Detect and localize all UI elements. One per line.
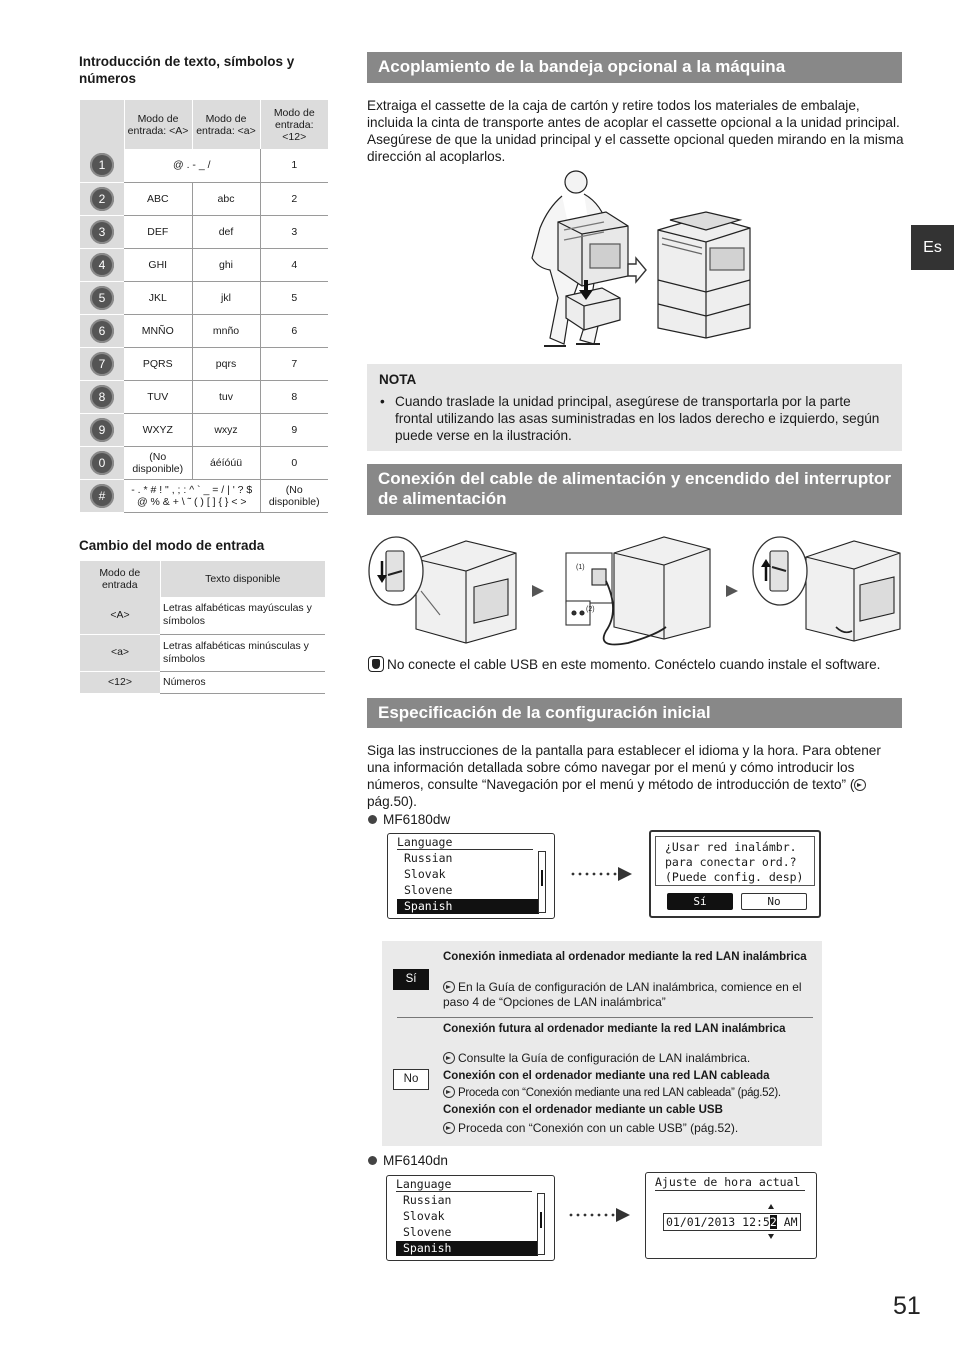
language-tab: Es — [911, 225, 954, 270]
lcd-item[interactable]: Slovene — [403, 1225, 452, 1239]
model-label-mf6180dw — [368, 811, 450, 828]
arrow-dots-icon — [570, 866, 634, 882]
step-label-2: (2) — [586, 606, 595, 613]
mode-12-cell: 9 — [260, 413, 328, 446]
mode-12-cell: 8 — [260, 380, 328, 413]
key-cell — [80, 215, 124, 248]
key-row — [80, 347, 328, 380]
option-no-ref-3 — [443, 1121, 815, 1136]
lcd-title: Ajuste de hora actual — [655, 1175, 805, 1191]
page-ref-icon — [443, 1052, 455, 1064]
no-button[interactable]: No — [741, 893, 807, 910]
mode-12-cell: 0 — [260, 446, 328, 479]
key-8-icon: 8 — [90, 385, 114, 409]
key-3-icon: 3 — [90, 220, 114, 244]
setup-instructions — [367, 742, 905, 810]
mode-cell: <12> — [80, 671, 160, 693]
lcd-line: para conectar ord.? — [665, 855, 797, 869]
step-label-1: (1) — [576, 564, 585, 571]
option-no-ref-2 — [443, 1086, 819, 1101]
lcd-item[interactable]: Slovak — [404, 867, 446, 881]
option-no-ref-3-text: Proceda con “Conexión con un cable USB” (pág.52). — [458, 1121, 739, 1135]
time-cursor: 2 — [769, 1215, 777, 1229]
key-header-empty — [80, 100, 124, 149]
mode-12-cell: 4 — [260, 248, 328, 281]
option-yes-title-text: Conexión inmediata al ordenador mediante la red LAN inalámbrica — [443, 951, 807, 963]
option-no-ref-1-text: Consulte la Guía de configuración de LAN inalámbrica. — [458, 1051, 751, 1065]
header-mode-A: Modo de entrada: <A> — [124, 100, 192, 149]
lcd-language-menu-1 — [387, 833, 555, 919]
section-title-power: Conexión del cable de alimentación y encendido del interruptor de alimentación — [367, 464, 902, 515]
key-cell — [80, 182, 124, 215]
time-value: 01/01/2013 12:5 — [666, 1215, 770, 1229]
mode-12-cell: 6 — [260, 314, 328, 347]
mode-A-cell: (No disponible) — [124, 446, 192, 479]
mode-A-a-cell: - . * # ! " , ; : ^ ` _ = / | ' ? $ @ % & + \ ˜ ( ) [ ] { } < > — [124, 479, 260, 512]
option-no-title-1-text: Conexión futura al ordenador mediante la red LAN inalámbrica — [443, 1023, 786, 1035]
options-divider — [397, 1017, 813, 1018]
mode-A-cell: ABC — [124, 182, 192, 215]
key-row — [80, 479, 328, 512]
key-hash-icon: # — [90, 484, 114, 508]
key-cell — [80, 347, 124, 380]
option-no-label: No — [393, 1069, 429, 1090]
option-yes-ref-text: En la Guía de configuración de LAN inalámbrica, comience en el paso 4 de “Opciones de LAN inalámbrica” — [443, 980, 802, 1009]
tray-attach-illustration — [510, 168, 760, 350]
mode-A-cell: WXYZ — [124, 413, 192, 446]
mode-12-cell: 3 — [260, 215, 328, 248]
lcd-language-menu-2 — [386, 1175, 555, 1261]
lcd-line: ¿Usar red inalámbr. — [665, 840, 797, 854]
key-row — [80, 215, 328, 248]
page-number: 51 — [893, 1292, 921, 1320]
lcd-item[interactable]: Slovene — [404, 883, 453, 897]
lcd-scrollbar[interactable] — [537, 1193, 545, 1255]
arrow-dots-icon — [568, 1207, 632, 1223]
mode-a-cell: ghi — [192, 248, 260, 281]
key-row — [80, 380, 328, 413]
setup-page-ref: pág.50). — [367, 794, 417, 809]
mode-cell: <A> — [80, 597, 160, 634]
yes-button[interactable]: Sí — [667, 893, 733, 910]
lcd-line: (Puede config. desp) — [665, 870, 804, 884]
page-ref-icon — [854, 779, 866, 791]
key-row — [80, 314, 328, 347]
usb-warning: No conecte el cable USB en este momento. Conéctelo cuando instale el software. — [387, 657, 881, 672]
model-name: MF6180dw — [383, 812, 451, 827]
power-connection-illustration — [366, 531, 904, 649]
mode-a-cell: tuv — [192, 380, 260, 413]
section-title-tray: Acoplamiento de la bandeja opcional a la máquina — [367, 52, 902, 83]
key-9-icon: 9 — [90, 418, 114, 442]
mode-12-cell: 1 — [260, 149, 328, 182]
mode-A-cell: DEF — [124, 215, 192, 248]
option-no-title-3-text: Conexión con el ordenador mediante un cable USB — [443, 1104, 723, 1116]
down-arrow-icon[interactable] — [768, 1234, 774, 1239]
key-row — [80, 281, 328, 314]
mode-a-cell: jkl — [192, 281, 260, 314]
note-title: NOTA — [379, 372, 417, 387]
option-yes-title — [443, 950, 813, 964]
mode-12-cell: (No disponible) — [260, 479, 328, 512]
option-no-title-2 — [443, 1069, 818, 1083]
lcd-scrollbar[interactable] — [538, 851, 546, 913]
mode-text-cell: Letras alfabéticas minúsculas y símbolos — [160, 634, 325, 671]
key-cell — [80, 281, 124, 314]
key-cell — [80, 149, 124, 182]
key-row — [80, 413, 328, 446]
header-input-mode: Modo de entrada — [80, 561, 160, 597]
mode-cell: <a> — [80, 634, 160, 671]
bullet-icon — [368, 1156, 377, 1165]
note-box — [367, 364, 902, 451]
page-ref-icon — [443, 1122, 455, 1134]
mode-a-cell: pqrs — [192, 347, 260, 380]
key-cell — [80, 479, 124, 512]
keys-table-title: Introducción de texto, símbolos y números — [79, 54, 295, 86]
key-2-icon: 2 — [90, 187, 114, 211]
header-mode-12: Modo de entrada: <12> — [260, 100, 328, 149]
key-row — [80, 248, 328, 281]
key-row — [80, 182, 328, 215]
bullet-icon — [368, 815, 377, 824]
note-list — [379, 393, 890, 444]
key-4-icon: 4 — [90, 253, 114, 277]
mode-table-title: Cambio del modo de entrada — [79, 538, 265, 553]
lcd-item-selected[interactable]: Spanish — [397, 899, 539, 914]
mode-A-a-cell: @ . - _ / — [124, 149, 260, 182]
mode-a-cell: áéíóúü — [192, 446, 260, 479]
option-no-ref-2-text: Proceda con “Conexión mediante una red LAN cableada” (pág.52). — [458, 1087, 781, 1099]
lcd-time-setting — [645, 1172, 817, 1259]
key-cell — [80, 413, 124, 446]
lcd-wireless-prompt — [649, 830, 821, 918]
warning-hand-icon — [368, 656, 384, 672]
note-item: • Cuando traslade la unidad principal, asegúrese de transportarla por la parte frontal utilizando las asas suministradas en los lados derecho e izquierdo, según puede verse en la ilustración. — [379, 393, 890, 444]
mode-A-cell: GHI — [124, 248, 192, 281]
option-no-title-1 — [443, 1022, 813, 1036]
header-available-text: Texto disponible — [160, 561, 325, 597]
setup-instructions-text: Siga las instrucciones de la pantalla para establecer el idioma y la hora. Para obtener una información detallada sobre cómo navegar por el menú y cómo introducir los números, consulte “Navegación por el menú y método de introducción de texto” ( — [367, 743, 881, 792]
option-no-title-3 — [443, 1103, 813, 1117]
key-cell — [80, 446, 124, 479]
option-no-ref-1 — [443, 1051, 815, 1066]
key-cell — [80, 248, 124, 281]
up-arrow-icon[interactable] — [768, 1204, 774, 1209]
model-name: MF6140dn — [383, 1153, 448, 1168]
key-7-icon: 7 — [90, 352, 114, 376]
lcd-item[interactable]: Slovak — [403, 1209, 445, 1223]
lcd-title: Language — [396, 1177, 532, 1192]
time-input[interactable] — [663, 1213, 801, 1231]
option-yes-ref — [443, 980, 815, 1010]
mode-12-cell: 2 — [260, 182, 328, 215]
page-ref-icon — [443, 981, 455, 993]
mode-a-cell: abc — [192, 182, 260, 215]
mode-a-cell: wxyz — [192, 413, 260, 446]
mode-A-cell: PQRS — [124, 347, 192, 380]
lcd-item[interactable]: Russian — [403, 1193, 452, 1207]
key-5-icon: 5 — [90, 286, 114, 310]
lcd-item-selected[interactable]: Spanish — [396, 1241, 538, 1256]
lcd-title: Language — [397, 835, 533, 850]
section-title-initial-setup: Especificación de la configuración inicial — [367, 698, 902, 728]
key-0-icon: 0 — [90, 451, 114, 475]
option-no-title-2-text: Conexión con el ordenador mediante una red LAN cableada — [443, 1070, 770, 1082]
mode-A-cell: JKL — [124, 281, 192, 314]
tray-instructions: Extraiga el cassette de la caja de cartón y retire todos los materiales de embalaje, incluida la cinta de transporte antes de acoplar el cassette opcional a la unidad principal. Asegúrese de que la unidad principal y el cassette opcional queden mirando en la misma dirección al acoplarlos. — [367, 98, 904, 164]
mode-text-cell: Números — [160, 671, 325, 693]
mode-12-cell: 7 — [260, 347, 328, 380]
mode-A-cell: MNÑO — [124, 314, 192, 347]
key-row — [80, 149, 328, 182]
key-cell — [80, 380, 124, 413]
key-cell — [80, 314, 124, 347]
option-yes-label: Sí — [393, 969, 429, 990]
header-mode-a: Modo de entrada: <a> — [192, 100, 260, 149]
key-6-icon: 6 — [90, 319, 114, 343]
mode-a-cell: mnño — [192, 314, 260, 347]
key-row — [80, 446, 328, 479]
mode-12-cell: 5 — [260, 281, 328, 314]
mode-a-cell: def — [192, 215, 260, 248]
key-1-icon: 1 — [90, 153, 114, 177]
time-ampm: AM — [776, 1215, 798, 1229]
page-ref-icon — [443, 1086, 455, 1098]
input-mode-table — [80, 561, 325, 694]
key-input-table — [80, 100, 328, 513]
model-label-mf6140dn — [368, 1152, 448, 1169]
mode-text-cell: Letras alfabéticas mayúsculas y símbolos — [160, 597, 325, 634]
lcd-item[interactable]: Russian — [404, 851, 453, 865]
mode-A-cell: TUV — [124, 380, 192, 413]
